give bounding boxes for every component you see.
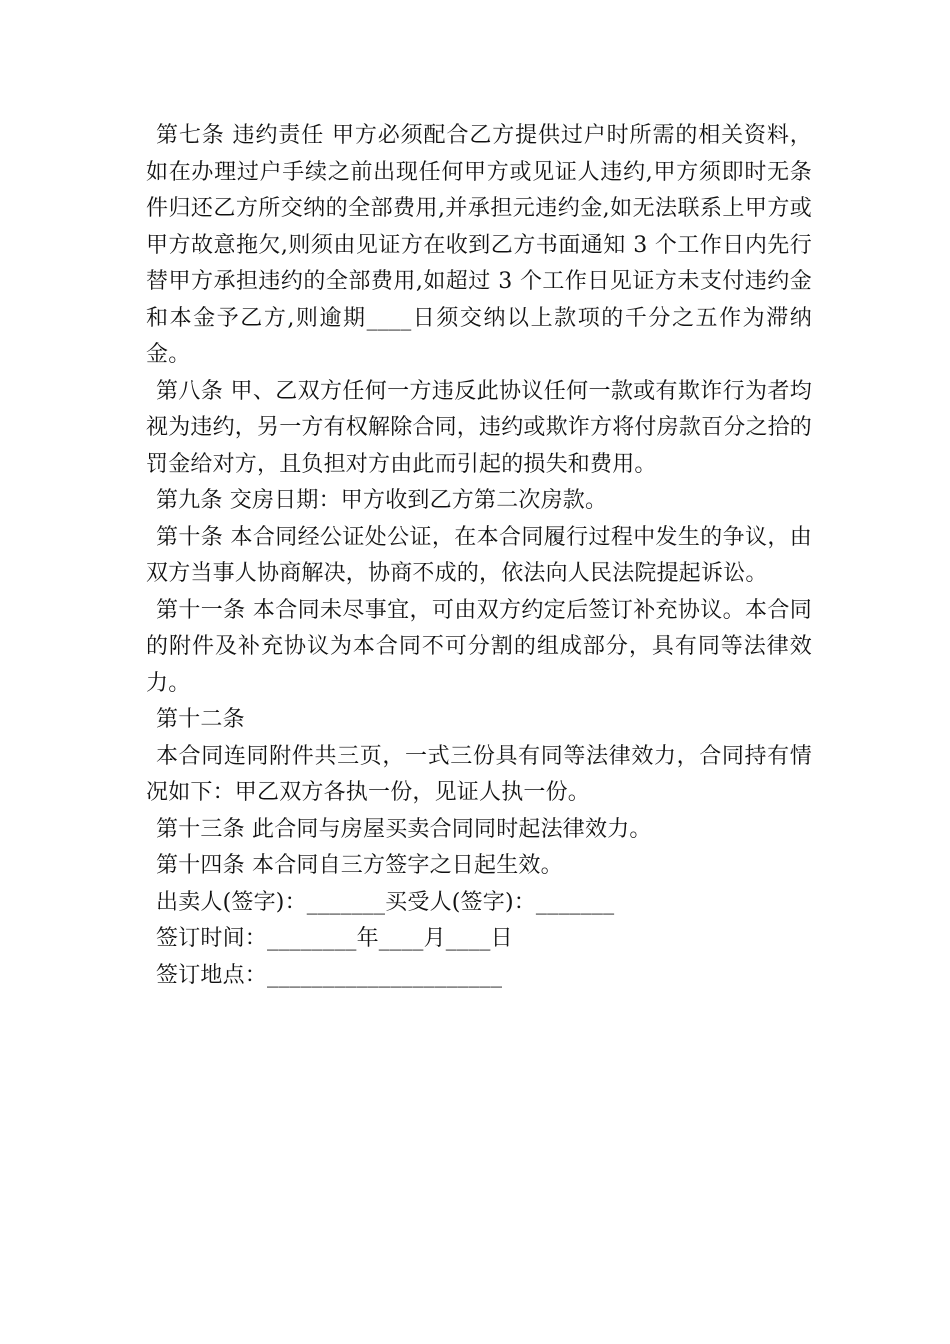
- article-9-paragraph: 第九条 交房日期：甲方收到乙方第二次房款。: [156, 488, 608, 513]
- contract-body: [146, 118, 812, 994]
- article-12-heading: 第十二条: [156, 707, 245, 732]
- article-11-paragraph: 第十一条 本合同未尽事宜，可由双方约定后签订补充协议。本合同的附件及补充协议为本合同不可分割的组成部分，具有同等法律效力。: [146, 597, 812, 696]
- article-14-paragraph: 第十四条 本合同自三方签字之日起生效。: [156, 853, 563, 878]
- signing-place-line: 签订地点：_____________________: [156, 962, 503, 988]
- article-10-paragraph: 第十条 本合同经公证处公证，在本合同履行过程中发生的争议，由双方当事人协商解决，协商不成的，依法向人民法院提起诉讼。: [146, 524, 812, 586]
- article-8-paragraph: 第八条 甲、乙双方任何一方违反此协议任何一款或有欺诈行为者均视为违约，另一方有权解除合同，违约或欺诈方将付房款百分之拾的罚金给对方，且负担对方由此而引起的损失和费用。: [146, 378, 813, 477]
- signature-line: 出卖人(签字)：_______买受人(签字)：_______: [156, 889, 615, 915]
- article-12-paragraph: 本合同连同附件共三页，一式三份具有同等法律效力，合同持有情况如下：甲乙双方各执一份，见证人执一份。: [146, 743, 812, 805]
- article-13-paragraph: 第十三条 此合同与房屋买卖合同同时起法律效力。: [156, 816, 652, 842]
- article-7-paragraph: 第七条 违约责任 甲方必须配合乙方提供过户时所需的相关资料，如在办理过户手续之前出现任何甲方或见证人违约,甲方须即时无条件归还乙方所交纳的全部费用,并承担元违约金,如无法联系上甲方或甲方故意拖欠,则须由见证方在收到乙方书面通知 3 个工作日内先行替甲方承担违约的全部费用,如超过 3 个工作日见证方未支付违约金和本金予乙方,则逾期____日须交纳以上款项的千分之五作为滞纳金。: [146, 123, 812, 367]
- signing-date-line: 签订时间：________年____月____日: [156, 926, 513, 951]
